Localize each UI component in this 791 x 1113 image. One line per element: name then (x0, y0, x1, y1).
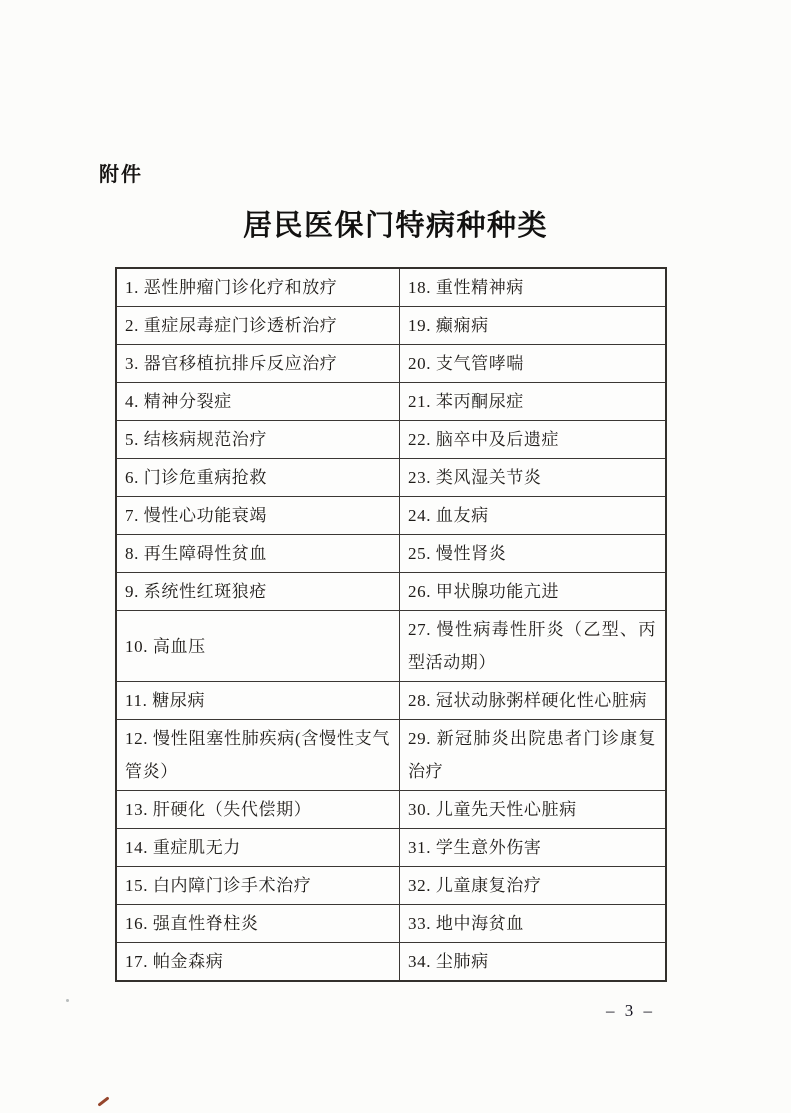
scan-mark (97, 1096, 109, 1106)
disease-cell-left: 16. 强直性脊柱炎 (117, 905, 400, 942)
page-title: 居民医保门特病种种类 (242, 210, 548, 242)
table-row (117, 269, 665, 306)
disease-cell-left: 2. 重症尿毒症门诊透析治疗 (117, 307, 400, 344)
disease-cell-right: 29. 新冠肺炎出院患者门诊康复治疗 (408, 729, 656, 781)
disease-cell-left: 15. 白内障门诊手术治疗 (117, 867, 400, 904)
disease-cell-left: 4. 精神分裂症 (117, 383, 400, 420)
disease-cell-right: 24. 血友病 (408, 506, 489, 525)
table-row (117, 828, 665, 866)
table-row (117, 790, 665, 828)
disease-cell-left: 7. 慢性心功能衰竭 (117, 497, 400, 534)
table-row (117, 458, 665, 496)
disease-cell-right: 28. 冠状动脉粥样硬化性心脏病 (408, 691, 648, 710)
disease-cell-right: 18. 重性精神病 (408, 278, 524, 297)
disease-cell-right: 34. 尘肺病 (408, 952, 489, 971)
disease-cell-left: 14. 重症肌无力 (117, 829, 400, 866)
disease-cell-left: 5. 结核病规范治疗 (117, 421, 400, 458)
disease-cell-left: 10. 高血压 (117, 611, 400, 681)
table-row (117, 904, 665, 942)
disease-cell-right: 26. 甲状腺功能亢进 (408, 582, 560, 601)
disease-table (115, 267, 667, 982)
disease-cell-right: 32. 儿童康复治疗 (408, 876, 542, 895)
disease-cell-left: 9. 系统性红斑狼疮 (117, 573, 400, 610)
disease-cell-left: 6. 门诊危重病抢救 (117, 459, 400, 496)
disease-cell-right: 21. 苯丙酮尿症 (408, 392, 524, 411)
table-row (117, 420, 665, 458)
disease-cell-left: 17. 帕金森病 (117, 943, 400, 980)
disease-cell-right: 31. 学生意外伤害 (408, 838, 542, 857)
table-row (117, 942, 665, 980)
disease-cell-right: 22. 脑卒中及后遗症 (408, 430, 560, 449)
disease-cell-right: 23. 类风湿关节炎 (408, 468, 542, 487)
table-row (117, 306, 665, 344)
disease-cell-right: 33. 地中海贫血 (408, 914, 524, 933)
table-row (117, 534, 665, 572)
table-row (117, 382, 665, 420)
table-row (117, 572, 665, 610)
disease-cell-left: 13. 肝硬化（失代偿期） (117, 791, 400, 828)
disease-cell-left: 3. 器官移植抗排斥反应治疗 (117, 345, 400, 382)
table-row (117, 344, 665, 382)
disease-cell-left: 1. 恶性肿瘤门诊化疗和放疗 (117, 269, 400, 306)
table-row (117, 496, 665, 534)
disease-cell-left: 12. 慢性阻塞性肺疾病(含慢性支气管炎） (117, 720, 400, 790)
disease-cell-right: 27. 慢性病毒性肝炎（乙型、丙型活动期） (408, 620, 656, 672)
disease-cell-left: 8. 再生障碍性贫血 (117, 535, 400, 572)
page-number: – 3 – (606, 1001, 655, 1020)
table-row (117, 866, 665, 904)
attachment-label: 附件 (99, 164, 143, 186)
scan-speck (66, 999, 69, 1002)
disease-cell-right: 20. 支气管哮喘 (408, 354, 524, 373)
table-row (117, 610, 665, 681)
disease-cell-right: 30. 儿童先天性心脏病 (408, 800, 577, 819)
table-row (117, 719, 665, 790)
disease-cell-left: 11. 糖尿病 (117, 682, 400, 719)
disease-cell-right: 25. 慢性肾炎 (408, 544, 507, 563)
table-row (117, 681, 665, 719)
disease-cell-right: 19. 癫痫病 (408, 316, 489, 335)
